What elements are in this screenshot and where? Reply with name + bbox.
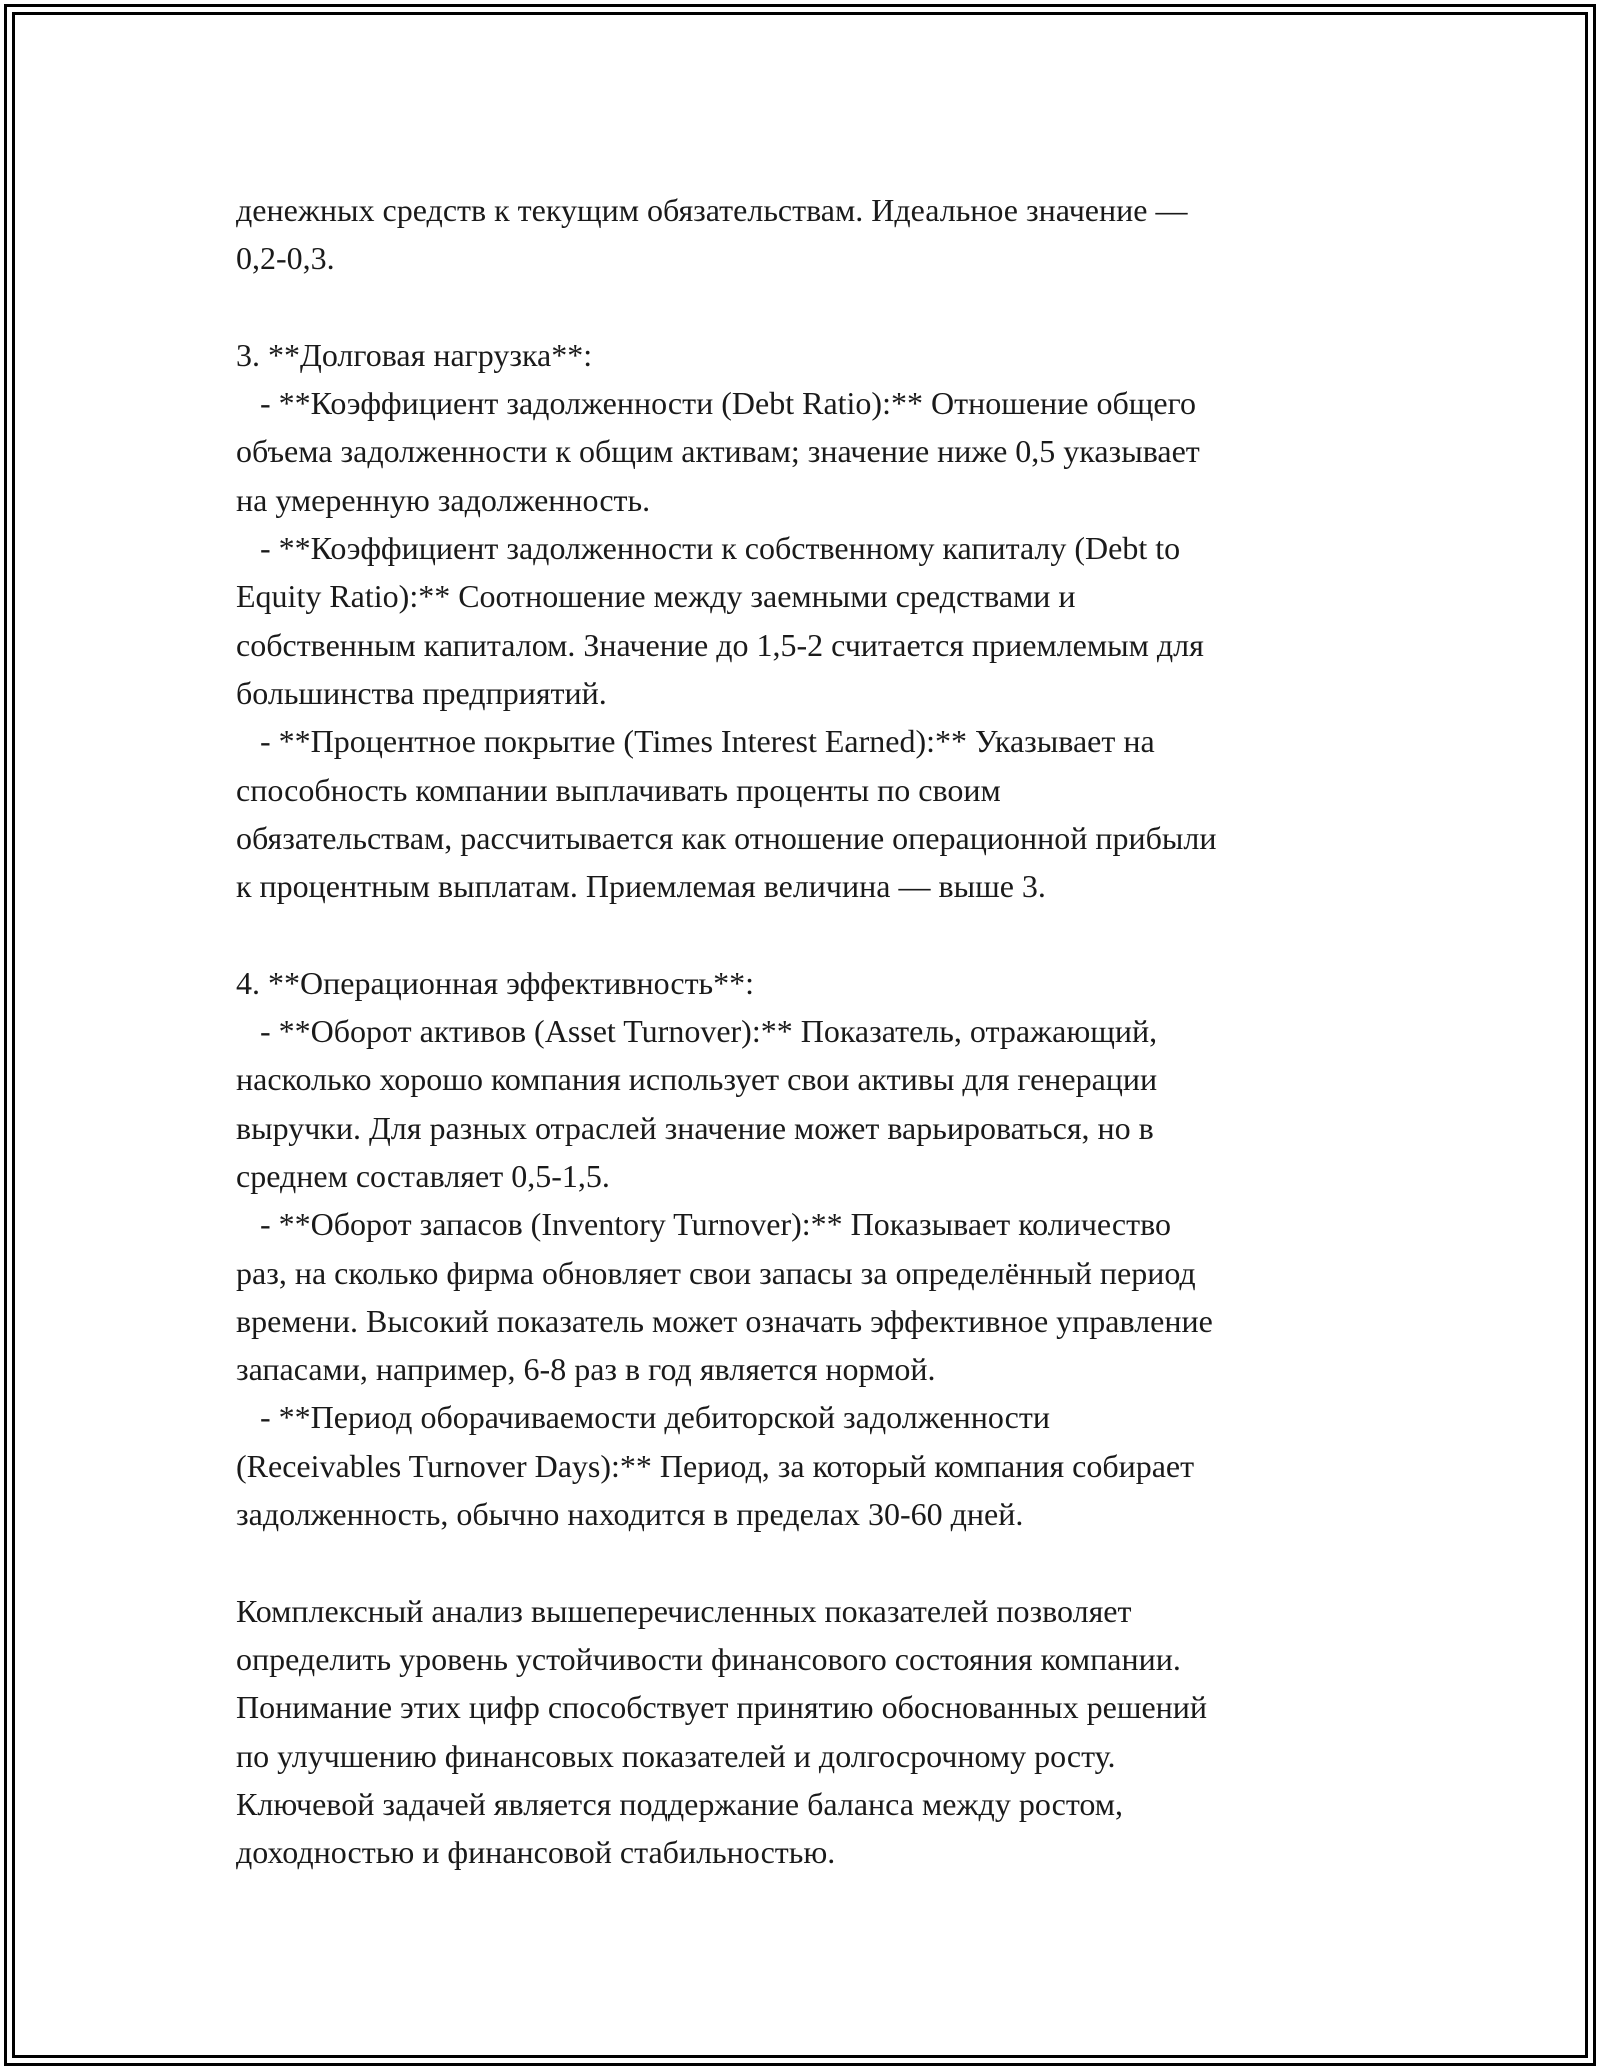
conclusion-line: Комплексный анализ вышеперечисленных показателей позволяет — [236, 1592, 1132, 1629]
text-line: задолженность, обычно находится в пределах 30-60 дней. — [236, 1496, 1024, 1533]
section-heading: 4. **Операционная эффективность**: — [236, 964, 755, 1001]
text-line: выручки. Для разных отраслей значение может варьироваться, но в — [236, 1109, 1154, 1146]
conclusion-line: доходностью и финансовой стабильностью. — [236, 1834, 836, 1871]
conclusion-line: Понимание этих цифр способствует принятию обоснованных решений — [236, 1689, 1208, 1726]
list-item-line: - **Процентное покрытие (Times Interest Earned):** Указывает на — [236, 723, 1155, 760]
text-line: раз, на сколько фирма обновляет свои запасы за определённый период — [236, 1254, 1196, 1291]
text-line: денежных средств к текущим обязательствам. Идеальное значение — — [236, 192, 1188, 228]
section-heading: 3. **Долговая нагрузка**: — [236, 336, 593, 373]
text-line: насколько хорошо компания использует свои активы для генерации — [236, 1061, 1158, 1098]
text-line: к процентным выплатам. Приемлемая величина — выше 3. — [236, 868, 1046, 905]
conclusion-line: Ключевой задачей является поддержание баланса между ростом, — [236, 1785, 1124, 1822]
conclusion-line: по улучшению финансовых показателей и долгосрочному росту. — [236, 1737, 1116, 1774]
text-line: большинства предприятий. — [236, 674, 607, 711]
list-item-line: - **Оборот активов (Asset Turnover):** Показатель, отражающий, — [236, 1013, 1158, 1050]
list-item-line: - **Период оборачиваемости дебиторской задолженности — [236, 1399, 1050, 1436]
paragraph-gap — [236, 910, 1376, 958]
text-line: способность компании выплачивать проценты по своим — [236, 771, 1001, 808]
text-line: 0,2-0,3. — [236, 240, 335, 277]
text-line: объема задолженности к общим активам; значение ниже 0,5 указывает — [236, 433, 1200, 470]
list-item-line: - **Коэффициент задолженности (Debt Ratio):** Отношение общего — [236, 385, 1196, 422]
text-line: (Receivables Turnover Days):** Период, за который компания собирает — [236, 1447, 1195, 1484]
document-body — [236, 186, 1376, 1876]
text-line: собственным капиталом. Значение до 1,5-2 считается приемлемым для — [236, 626, 1204, 663]
text-line: запасами, например, 6-8 раз в год является нормой. — [236, 1351, 936, 1388]
text-line: среднем составляет 0,5-1,5. — [236, 1157, 610, 1194]
conclusion-line: определить уровень устойчивости финансового состояния компании. — [236, 1640, 1181, 1677]
text-line: обязательствам, рассчитывается как отношение операционной прибыли — [236, 819, 1217, 856]
text-line: времени. Высокий показатель может означать эффективное управление — [236, 1302, 1213, 1339]
list-item-line: - **Коэффициент задолженности к собственному капиталу (Debt to — [236, 530, 1181, 567]
paragraph-gap — [236, 283, 1376, 331]
text-line: Equity Ratio):** Соотношение между заемными средствами и — [236, 578, 1076, 615]
list-item-line: - **Оборот запасов (Inventory Turnover):** Показывает количество — [236, 1206, 1171, 1243]
paragraph-gap — [236, 1538, 1376, 1586]
text-line: на умеренную задолженность. — [236, 481, 651, 518]
